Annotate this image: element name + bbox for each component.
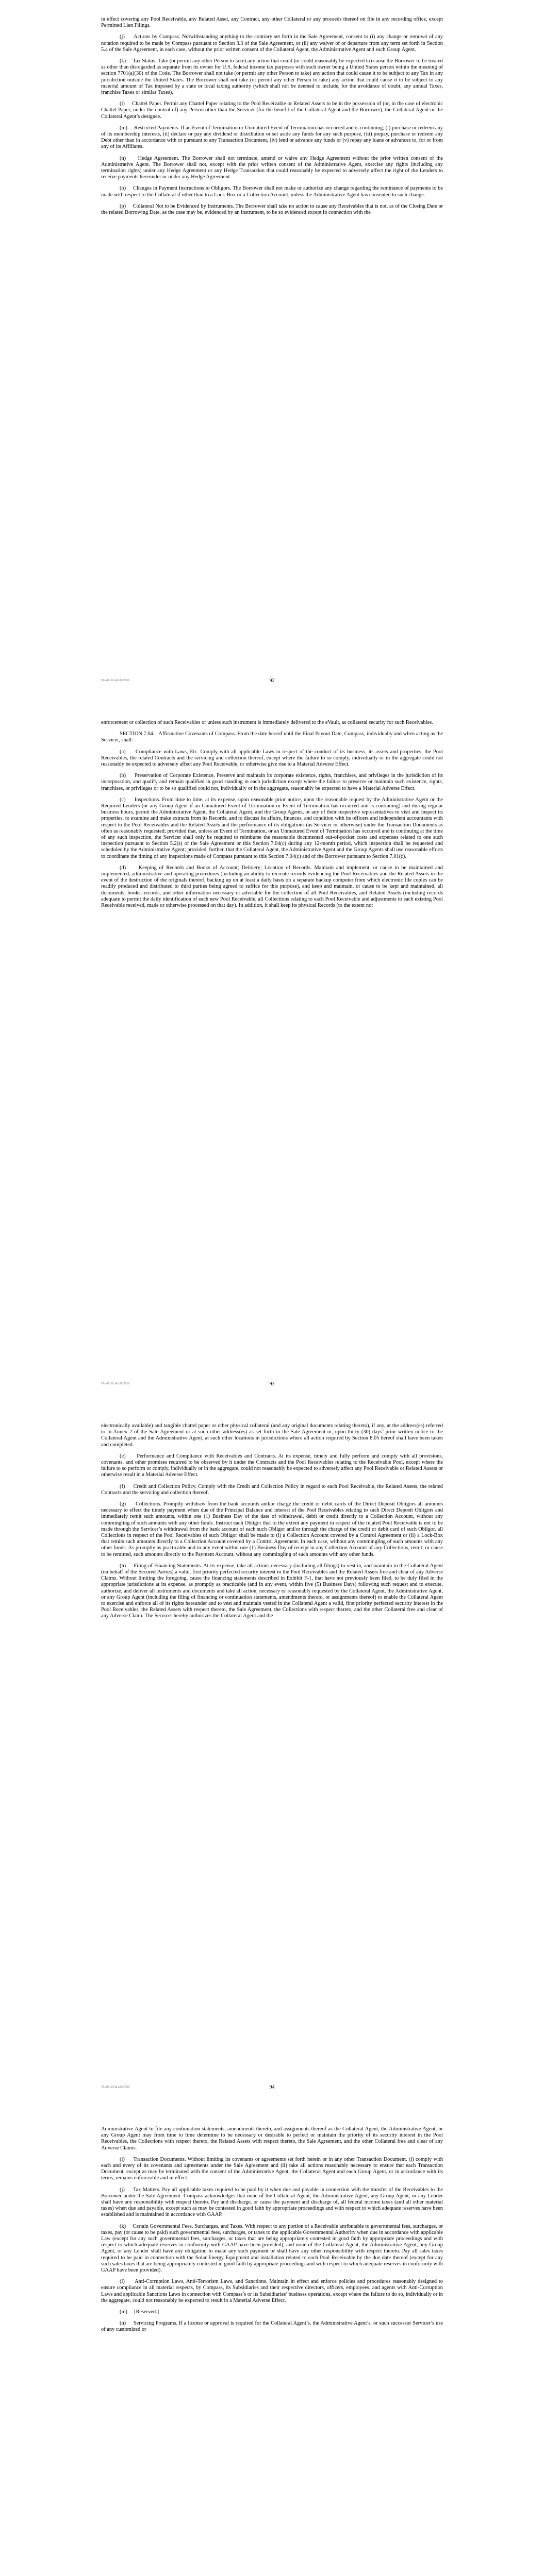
page-body: [101, 720, 443, 909]
document-id: TS/499193.16 22727329: [101, 1382, 129, 1385]
paragraph: (o) Changes in Payment Instructions to Obligors. The Borrower shall not make or authorize any change regarding the remittance of payments to be made with respect to the Collateral if other than to a Lock-Box or a Collection Account, unless the Administrative Agent has consented to such change.: [101, 185, 443, 198]
paragraph: (m) [Reserved.]: [120, 2309, 159, 2315]
paragraph: (f) Credit and Collection Policy. Comply with the Credit and Collection Policy in regard to each Pool Receivable, the Related Assets, the related Contracts and the servicing and collection thereof.: [101, 1483, 443, 1496]
paragraph: (d) Keeping of Records and Books of Account; Delivery; Location of Records. Maintain and implement, or cause to be maintained and implemented, administrative and operating procedures (including an ability to recreate records evidencing the Pool Receivables and the Related Assets in the event of the destruction of the originals thereof, backing up on at least a daily basis on a separate backup computer from which electronic file copies can be readily produced and distributed to third parties being agreed to suffice for this purpose), and keep and maintain, or cause to be kept and maintained, all documents, books, records, and other information necessary or advisable for the collection of all Pool Receivables, and Related Assets (including records adequate to permit the daily identification of each new Pool Receivable, all Collections relating to each Pool Receivable and adjustments to each existing Pool Receivable received, made or otherwise processed on that day). In addition, it shall keep its physical Records (to the extent not: [101, 865, 443, 909]
paragraph: (p) Collateral Not to be Evidenced by Instruments. The Borrower shall take no action to cause any Receivables that is not, as of the Closing Date or the related Borrowing Date, as the case may be, evidenced by an instrument, to be so evidenced except in connection with the: [101, 203, 443, 216]
paragraph: (c) Inspections. From time to time, at its expense, upon reasonable prior notice, upon the reasonable request by the Administrative Agent or the Required Lenders (or any Group Agent if an Unmatured Event of Termination or Event of Termination has occurred and is continuing) and during regular business hours, permit the Administrative Agent, the Collateral Agent, and the Group Agents, or any of their respective representatives to visit and inspect its properties, to examine and make extracts from its Records, and to discuss its affairs, finances, and condition with its officers and independent accountants with respect to the Pool Receivables and the Related Assets and the performance of its obligations (as Servicer or otherwise) under the Transaction Documents as often as reasonably requested; provided that, unless an Event of Termination, or an Unmatured Event of Termination has occurred and is continuing at the time of any such inspection, the Servicer shall only be required to reimburse the reasonable documented out-of-pocket costs and expenses related to one such inspection pursuant to Section 5.2(s) of the Sale Agreement or this Section 7.04(c) during any 12-month period, which inspection shall be requested and scheduled by the Administrative Agent; provided, further, that the Collateral Agent, the Administrative Agent and the Group Agents shall use reasonable efforts to coordinate the timing of any inspections made of Compass pursuant to this Section 7.04(c) and of the Borrower pursuant to Section 7.01(c).: [101, 796, 443, 859]
paragraph: enforcement or collection of such Receivables or unless such instrument is immediately delivered to the eVault, as collateral security for such Receivables.: [101, 720, 433, 725]
paragraph: Administrative Agent to file any continuation statements, amendments thereto, and assignments thereof as the Collateral Agent, the Administrative Agent, or any Group Agent may from time to time determine to be necessary or desirable to perfect or maintain the priority of its security interest in the Pool Receivables, the Collections with respect thereto, the Related Assets with respect thereto, the Sale Agreement, and the other Collateral free and clear of any Adverse Claims.: [101, 2126, 443, 2151]
page-footer: [101, 1382, 443, 1389]
page-number: 92: [269, 678, 275, 684]
paragraph: (a) Compliance with Laws, Etc. Comply with all applicable Laws in respect of the conduct of its business, its assets and properties, the Pool Receivables, the related Contracts and the servicing and collection thereof, except where the failure to so comply, individually or in the aggregate could not reasonably be expected to adversely affect any Pool Receivable, or otherwise give rise to a Material Adverse Effect.: [101, 749, 443, 768]
document-page: [0, 2110, 544, 2576]
page-body: [101, 1423, 443, 1620]
paragraph: (n) Hedge Agreement. The Borrower shall not terminate, amend or waive any Hedge Agreement without the prior written consent of the Administrative Agent. The Borrower shall not, except with the prior written consent of the Administrative Agent, exercise any rights (including any termination rights) under any Hedge Agreement or any Hedge Transaction that could reasonably be expected to adversely affect the right of the Lenders to receive payments hereunder or under any Hedge Agreement.: [101, 155, 443, 180]
paragraph: (e) Performance and Compliance with Receivables and Contracts. At its expense, timely and fully perform and comply with all provisions, covenants, and other promises required to be observed by it under the Contracts and the Pool Receivables relating to the Receivable Pool, except where the failure to so perform or comply, individually or in the aggregate, could not reasonably be expected to adversely affect any Pool Receivable or Related Assets or otherwise result in a Material Adverse Effect.: [101, 1453, 443, 1478]
page-number: 94: [269, 2084, 275, 2090]
document-id: TS/499193.16 22727329: [101, 679, 129, 682]
paragraph: (n) Servicing Programs. If a license or approval is required for the Collateral Agent’s, the Administrative Agent’s, or such successor Servicer’s use of any customized or: [101, 2320, 443, 2333]
document-page: [0, 0, 544, 703]
document-id: TS/499193.16 22727329: [101, 2086, 129, 2089]
document-page: [0, 1406, 544, 2110]
paragraph: (j) Tax Matters. Pay all applicable taxes required to be paid by it when due and payable in connection with the transfer of the Receivables to the Borrower under the Sale Agreement. Compass acknowledges that none of the Collateral Agent, the Administrative Agent, any Group Agent, or any Lender shall have any responsibility with respect thereto. Pay and discharge, or cause the payment and discharge of, all federal income taxes (and all other material taxes) when due and payable, except such as may be contested in good faith by appropriate proceedings and with respect to which adequate reserves have been established and is maintained in accordance with GAAP.: [101, 2187, 443, 2218]
paragraph: (l) Anti-Corruption Laws, Anti-Terrorism Laws, and Sanctions. Maintain in effect and enforce policies and procedures reasonably designed to ensure compliance in all material respects, by Compass, its Subsidiaries and their respective directors, officers, employees, and agents with Anti-Corruption Laws and applicable Sanctions Laws in connection with Compass’s or its Subsidiaries’ business operations, except where the failure to do so, individually or in the aggregate, could not reasonably be expected to result in a Material Adverse Effect.: [101, 2279, 443, 2303]
section-heading-paragraph: SECTION 7.04. Affirmative Covenants of Compass. From the date hereof until the Final Payout Date, Compass, individually and when acting as the Servicer, shall:: [101, 731, 443, 743]
paragraph: (b) Preservation of Corporate Existence. Preserve and maintain its corporate existence, rights, franchises, and privileges in the jurisdiction of its incorporation, and qualify and remain qualified in good standing in each jurisdiction except where the failure to preserve or maintain such existence, rights, franchises, or privileges or to be so qualified could not, individually or in the aggregate, reasonably be expected to have a Material Adverse Effect.: [101, 773, 443, 791]
paragraph: (i) Transaction Documents. Without limiting its covenants or agreements set forth herein or in any other Transaction Document, (i) comply with each and every of its covenants and agreements under the Sale Agreement and (ii) take all actions reasonably necessary to ensure that each Transaction Document, except as may be terminated with the consent of the Administrative Agent, the Collateral Agent and each Group Agent, or in accordance with its terms, remains enforceable and in effect.: [101, 2156, 443, 2181]
paragraph: (g) Collections. Promptly withdraw from the bank accounts and/or charge the credit or debit cards of the Direct Deposit Obligors all amounts necessary to effect the timely payment when due of the Principal Balance and interest of the Pool Receivables relating to such Direct Deposit Obligors and immediately remit such amounts, within one (1) Business Day of the date of withdrawal, debit or credit directly to a Collection Account, without any commingling of such amounts with any other funds. Instruct each Obligor that to the extent any payment in respect of the related Pool Receivable is not to be made through the Servicer’s withdrawal from the bank account of each such Obligor and/or through the charge of the credit or debit card of such Obligor, all Collections in respect of the Pool Receivables of such Obligor shall be made to (i) a Collection Account covered by a Control Agreement or (ii) a Lock-Box that remits such amounts directly to a Collection Account covered by a Control Agreement. In each case, without any commingling of such amounts with any other funds. As promptly as practicable and in any event within one (1) Business Day of receipt in any Collection Account of any Collections, remit, or cause to be remitted, such amounts directly to the Payment Account, without any commingling of such amounts with any other funds.: [101, 1501, 443, 1557]
paragraph: electronically available) and tangible chattel paper or other physical collateral (and any original documents relating thereto), if any, at the address(es) referred to in Annex 2 of the Sale Agreement or at such other address(es) as set forth in the Sale Agreement or, upon thirty (30) days’ prior written notice to the Collateral Agent and the Administrative Agent, at such other locations in jurisdictions where all action required by Section 8.05 hereof shall have been taken and completed.: [101, 1423, 443, 1448]
paragraph: (k) Certain Governmental Fees, Surcharges, and Taxes. With respect to any portion of a Receivable attributable to governmental fees, surcharges, or taxes, pay (or cause to be paid) such governmental fees, surcharges, or taxes to the applicable Governmental Authority when due in accordance with applicable Law (except for any such governmental fees, surcharges, or taxes that are being appropriately contested in good faith by appropriate proceedings and with respect to which adequate reserves in conformity with GAAP have been provided), and none of the Collateral Agent, the Administrative Agent, any Group Agent, or any Lender shall have any obligation to make any such payment or shall have any other responsibility with respect thereto. Pay all sales taxes required to be paid in connection with the Solar Energy Equipment and installation related to each Pool Receivable by the due date thereof (except for any such sales taxes that are being appropriately contested in good faith by appropriate proceedings and with respect to which adequate reserves in conformity with GAAP have been provided).: [101, 2223, 443, 2274]
page-number: 93: [269, 1381, 275, 1387]
page-footer: [101, 679, 443, 686]
page-body: [101, 16, 443, 216]
paragraph: (j) Actions by Compass. Notwithstanding anything to the contrary set forth in the Sale Agreement, consent to (i) any change or removal of any notation required to be made by Compass pursuant to Section 3.3 of the Sale Agreement, or (ii) any waiver of or departure from any term set forth in Section 5.4 of the Sale Agreement, in each case, without the prior written consent of the Collateral Agent, the Administrative Agent and each Group Agent.: [101, 34, 443, 53]
paragraph: (k) Tax Status. Take (or permit any other Person to take) any action that could (or could reasonably be expected to) cause the Borrower to be treated as other than disregarded as separate from its owner for U.S. federal income tax purposes with such owner being a United States person within the meaning of section 7701(a)(30) of the Code. The Borrower shall not take (or permit any other Person to take) any action that could cause it to be subject to any Tax in any jurisdiction outside the United States. The Borrower shall not take (or permit any other Person to take) any action that could cause it to be subject to any material amount of Tax imposed by a state or local taxing authority (which shall not be deemed to include, for the avoidance of doubt, any annual Taxes, franchise Taxes or similar Taxes).: [101, 58, 443, 96]
page-footer: [101, 2086, 443, 2093]
paragraph: (h) Filing of Financing Statements. At its expense, take all actions necessary (including all filings) to vest in, and maintain in the Collateral Agent (on behalf of the Secured Parties) a valid, first priority perfected security interest in the Pool Receivables and the Related Assets free and clear of any Adverse Claims. Without limiting the foregoing, cause the financing statements described in Exhibit F-1, that have not previously been filed, to be duly filed in the appropriate jurisdictions at its expense, as promptly as practicable (and in any event, within five (5) Business Days) following such request and to execute, authorize, and deliver all instruments and documents and take all action, necessary or reasonably requested by the Collateral Agent, the Administrative Agent, or any Group Agent (including the filing of financing or continuation statements, amendments thereto, or assignments thereof) to enable the Collateral Agent to exercise and enforce all of its rights hereunder and to vest and maintain vested in the Collateral Agent a valid, first priority perfected security interest in the Pool Receivables, the Related Assets with respect thereto, the Sale Agreement, the Collections with respect thereto, and the other Collateral free and clear of any Adverse Claim. The Servicer hereby authorizes the Collateral Agent and the: [101, 1563, 443, 1619]
page-body: [101, 2126, 443, 2333]
paragraph: (m) Restricted Payments. If an Event of Termination or Unmatured Event of Termination has occurred and is continuing, (i) purchase or redeem any of its membership interests, (ii) declare or pay any dividend or distribution or set aside any funds for any such purpose, (iii) prepay, purchase or redeem any Debt other than in accordance with or pursuant to any Transaction Document, (iv) lend or advance any funds or (v) repay any loans or advances to, for or from any of its Affiliates.: [101, 125, 443, 150]
paragraph: (l) Chattel Paper. Permit any Chattel Paper relating to the Pool Receivable or Related Assets to be in the possession of (or, in the case of electronic Chattel Paper, under the control of) any Person other than the Servicer (for the benefit of the Collateral Agent and the Borrower), the Collateral Agent or the Collateral Agent’s designee.: [101, 101, 443, 120]
paragraph: in effect covering any Pool Receivable, any Related Asset, any Contract, any other Collateral or any proceeds thereof on file in any recording office, except Permitted Lien Filings.: [101, 16, 443, 29]
document-page: [0, 703, 544, 1406]
